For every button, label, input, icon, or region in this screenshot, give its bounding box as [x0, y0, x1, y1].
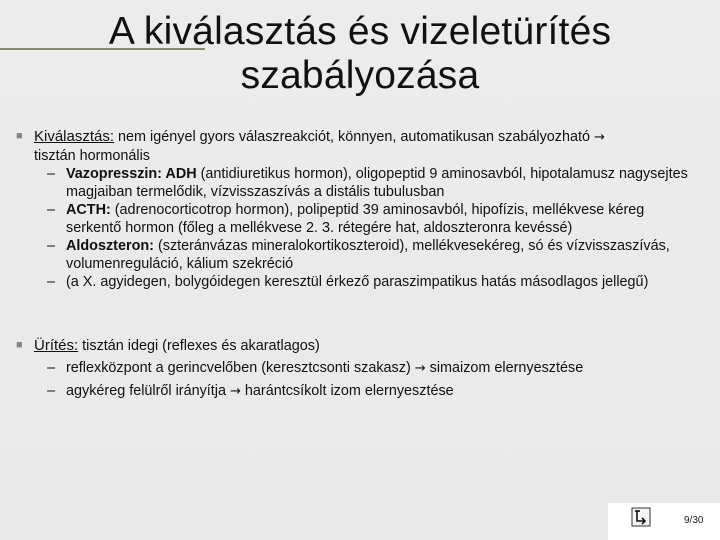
sub-text-after: harántcsíkolt izom elernyesztése [240, 383, 454, 399]
bullet-continuation: tisztán hormonális [34, 148, 150, 164]
title-line-2: szabályozása [240, 54, 480, 97]
sub-item: – (a X. agyidegen, bolygóidegen keresztül érkező paraszimpatikus hatás másodlagos jellegű) [47, 274, 649, 290]
page-number: 9/30 [684, 515, 704, 526]
sub-item: – Aldoszteron: (szteránvázas mineralokortikoszteroid), mellékvesekéreg, só és vízvisszaszívás, volumenreguláció, kálium szekréció [47, 238, 670, 272]
slide-content [16, 128, 696, 401]
sub-item: – ACTH: (adrenocorticotrop hormon), polipeptid 39 aminosavból, hipofízis, mellékvese kéreg serkentő hormon (főleg a mellékvese 2. 3. rétegére hat, aldoszteronra kevéssé) [47, 202, 645, 236]
page-title [0, 10, 720, 98]
return-icon[interactable] [631, 507, 651, 527]
bullet-term: Ürítés: [34, 337, 79, 354]
arrow-right-icon: → [414, 361, 426, 376]
arrow-right-icon: → [594, 130, 605, 145]
sub-item: – reflexközpont a gerincvelőben (keresztcsonti szakasz) → simaizom elernyesztése [47, 360, 584, 376]
arrow-right-icon: → [229, 384, 241, 399]
sub-text-after: simaizom elernyesztése [425, 360, 584, 376]
bullet-urites [16, 337, 696, 355]
title-line-1: A kiválasztás és vizeletürítés [108, 10, 612, 53]
sub-item: – agykéreg felülről irányítja → harántcsíkolt izom elernyesztése [47, 383, 454, 399]
bullet-text: nem igényel gyors válaszreakciót, könnyen, automatikusan szabályozható [114, 129, 594, 145]
sub-term: Aldoszteron: [66, 238, 154, 254]
sub-text: agykéreg felülről irányítja [66, 383, 230, 399]
sub-term: Vazopresszin: ADH [66, 166, 197, 182]
bullet-term: Kiválasztás: [34, 128, 115, 145]
bullet-kivalasztas [16, 128, 696, 165]
sub-text: (szteránvázas mineralokortikoszteroid), mellékvesekéreg, só és vízvisszaszívás, volumenreguláció, kálium szekréció [66, 238, 670, 272]
sub-text: (a X. agyidegen, bolygóidegen keresztül érkező paraszimpatikus hatás másodlagos jellegű) [66, 274, 649, 290]
sub-item: – Vazopresszin: ADH (antidiuretikus hormon), oligopeptid 9 aminosavból, hipotalamusz nagysejtes magjaiban termelődik, vízvisszaszívás a distális tubulusban [47, 166, 688, 200]
square-bullet-icon: ■ [16, 339, 23, 351]
sub-text: (adrenocorticotrop hormon), polipeptid 39 aminosavból, hipofízis, mellékvese kéreg serkentő hormon (főleg a mellékvese 2. 3. rétegére hat, aldoszteronra kevéssé) [66, 202, 645, 236]
sub-text: reflexközpont a gerincvelőben (keresztcsonti szakasz) [66, 360, 415, 376]
sub-text: (antidiuretikus hormon), oligopeptid 9 aminosavból, hipotalamusz nagysejtes magjaiban termelődik, vízvisszaszívás a distális tubulusban [66, 166, 688, 200]
sub-term: ACTH: [66, 202, 111, 218]
bullet-text: tisztán idegi (reflexes és akaratlagos) [78, 338, 320, 354]
square-bullet-icon: ■ [16, 130, 23, 142]
